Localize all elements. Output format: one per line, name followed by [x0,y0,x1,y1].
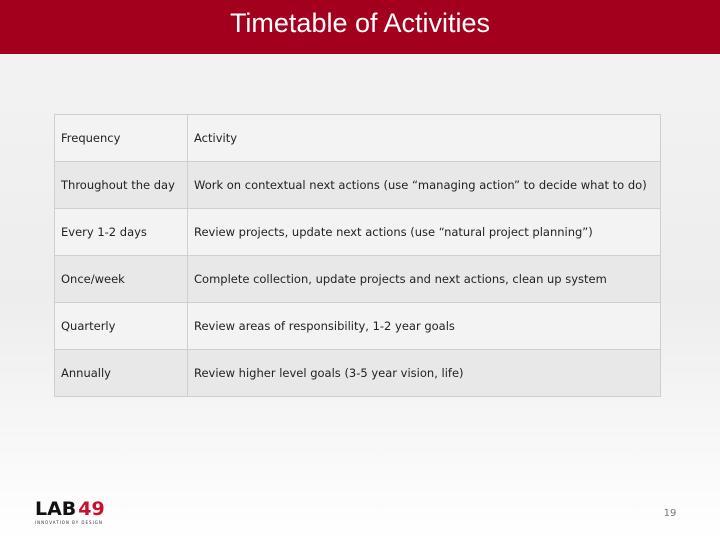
activity-cell: Work on contextual next actions (use “managing action” to decide what to do) [188,162,661,209]
table-row [55,256,661,303]
header-frequency: Frequency [55,115,188,162]
logo-text-number: 49 [78,498,105,520]
logo-tagline: INNOVATION BY DESIGN [35,520,103,525]
lab49-logo [35,500,115,524]
frequency-cell: Once/week [55,256,188,303]
table-row [55,162,661,209]
table-row [55,303,661,350]
frequency-cell: Annually [55,350,188,397]
slide-title: Timetable of Activities [229,8,491,38]
timetable-table [54,114,661,397]
table-row [55,350,661,397]
frequency-cell: Every 1-2 days [55,209,188,256]
table-header-row [55,115,661,162]
page-number: 19 [663,508,677,519]
header-activity: Activity [188,115,661,162]
frequency-cell: Quarterly [55,303,188,350]
table-row [55,209,661,256]
logo-text-lab: LAB [35,498,77,520]
activity-cell: Review projects, update next actions (use “natural project planning”) [188,209,661,256]
frequency-cell: Throughout the day [55,162,188,209]
activity-cell: Review areas of responsibility, 1-2 year goals [188,303,661,350]
activity-cell: Review higher level goals (3-5 year vision, life) [188,350,661,397]
logo-wordmark [35,500,115,518]
activity-cell: Complete collection, update projects and next actions, clean up system [188,256,661,303]
